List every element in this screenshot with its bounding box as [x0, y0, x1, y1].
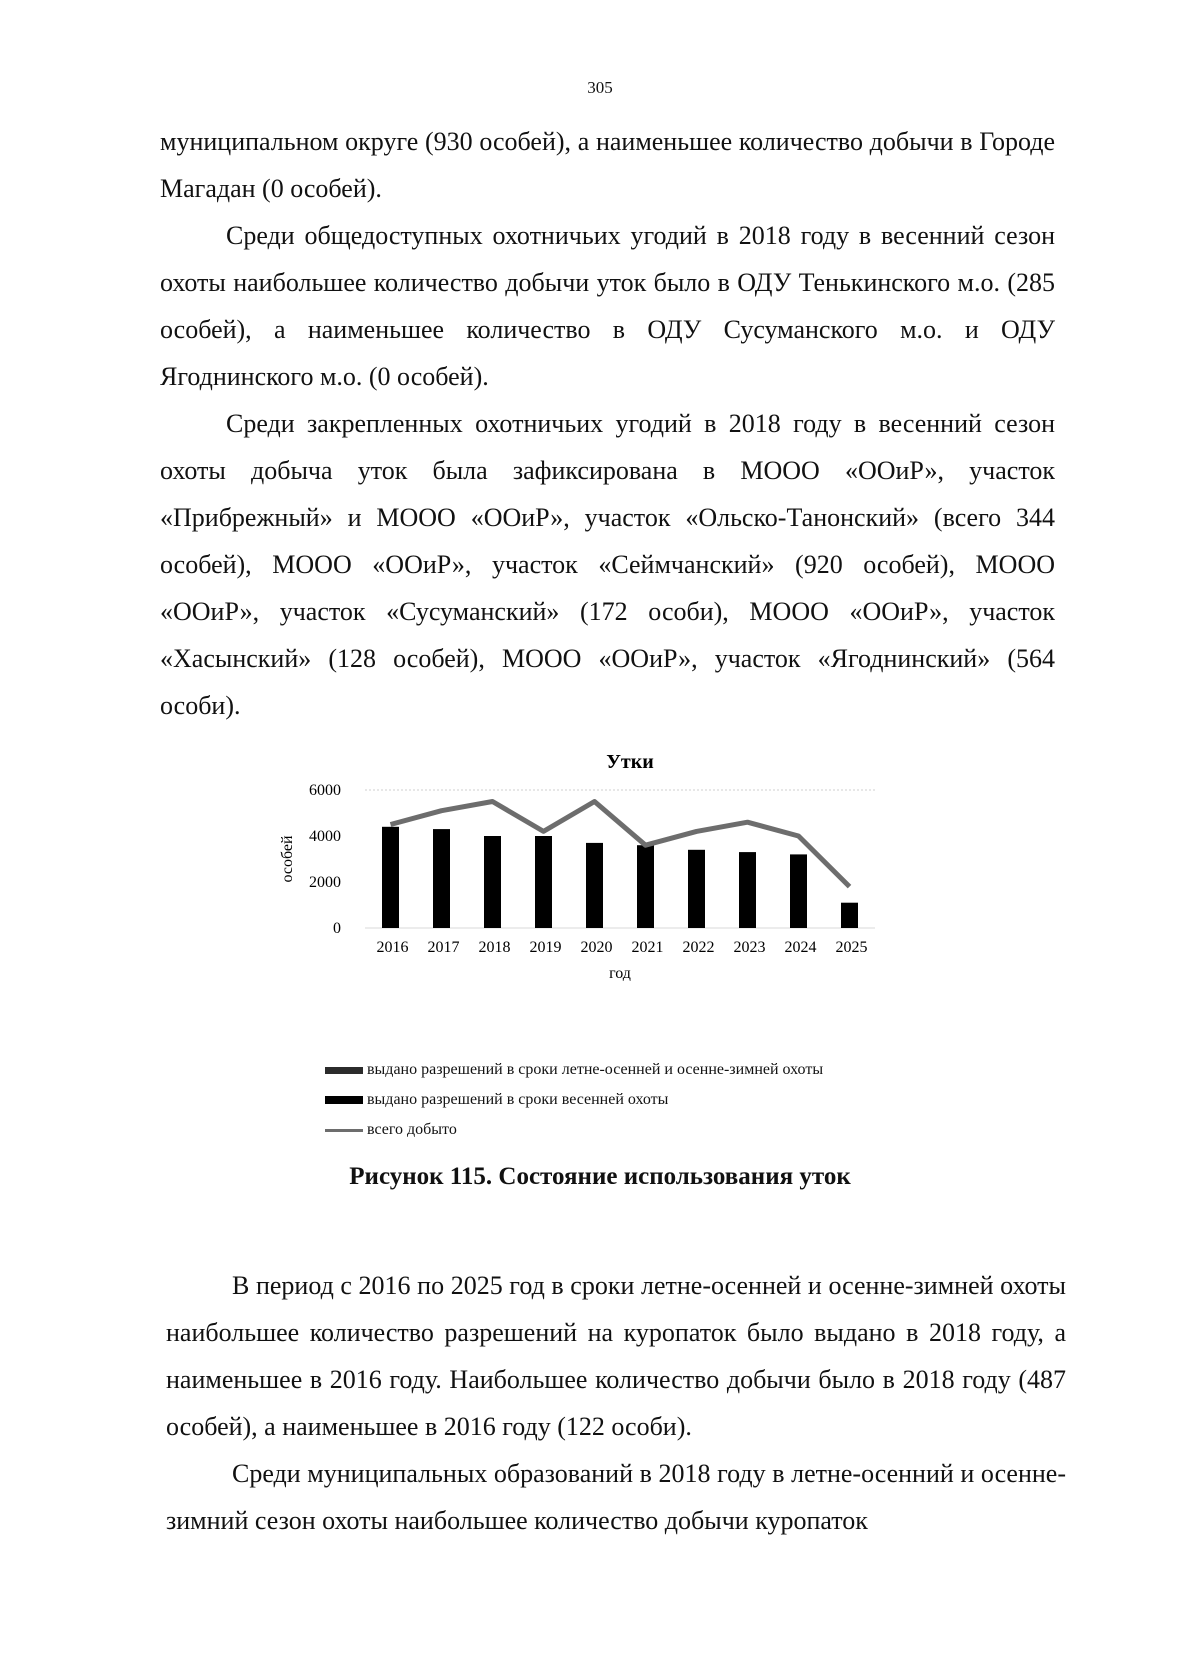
bar — [535, 836, 552, 928]
legend-label: выдано разрешений в сроки летне-осенней и осенне-зимней охоты — [367, 1061, 824, 1078]
page-number: 305 — [587, 78, 613, 97]
legend-swatch — [325, 1129, 363, 1132]
x-tick-label: 2020 — [580, 939, 613, 956]
x-tick-label: 2025 — [835, 939, 868, 956]
x-tick-label: 2024 — [784, 939, 817, 956]
legend-item — [325, 1085, 823, 1115]
x-tick-label: 2016 — [376, 939, 409, 956]
legend-label: выдано разрешений в сроки весенней охоты — [367, 1091, 669, 1108]
line-series-total — [391, 802, 850, 887]
paragraph: Среди общедоступных охотничьих угодий в 2018 году в весенний сезон охоты наибольшее количество добычи уток было в ОДУ Тенькинского м.о. (285 особей), а наименьшее количество в ОДУ Сусуманского м.о. и ОДУ Ягоднинского м.о. (0 особей). — [160, 221, 1055, 391]
bar — [433, 829, 450, 928]
figure-caption: Рисунок 115. Состояние использования уток — [349, 1163, 851, 1190]
bar — [484, 836, 501, 928]
y-tick-label: 4000 — [309, 828, 341, 845]
x-tick-label: 2017 — [427, 939, 460, 956]
y-tick-label: 2000 — [309, 874, 341, 891]
y-tick-label: 6000 — [309, 782, 341, 799]
legend-swatch — [325, 1067, 363, 1074]
paragraph: Среди закрепленных охотничьих угодий в 2018 году в весенний сезон охоты добыча уток была зафиксирована в МООО «ООиР», участок «Прибрежный» и МООО «ООиР», участок «Ольско-Танонский» (всего 344 особей), МООО «ООиР», участок «Сеймчанский» (920 особей), МООО «ООиР», участок «Сусуманский» (172 особи), МООО «ООиР», участок «Хасынский» (128 особей), МООО «ООиР», участок «Ягоднинский» (564 особи). — [160, 409, 1055, 720]
paragraph: В период с 2016 по 2025 год в сроки летне-осенней и осенне-зимней охоты наибольшее количество разрешений на куропаток было выдано в 2018 году, а наименьшее в 2016 году. Наибольшее количество добычи было в 2018 году (487 особей), а наименьшее в 2016 году (122 особи). — [166, 1271, 1066, 1441]
y-tick-label: 0 — [333, 920, 341, 937]
bar — [688, 850, 705, 928]
paragraph: муниципальном округе (930 особей), а наименьшее количество добычи в Городе Магадан (0 особей). — [160, 127, 1055, 203]
bar — [382, 827, 399, 928]
bottom-text — [166, 1262, 1066, 1544]
bar — [790, 854, 807, 928]
top-text — [160, 118, 1055, 729]
bar — [739, 852, 756, 928]
chart — [270, 751, 950, 1170]
bar — [841, 903, 858, 928]
legend-item — [325, 1115, 823, 1145]
legend-item — [325, 1055, 823, 1085]
legend-label: всего добыто — [367, 1121, 457, 1138]
chart-title: Утки — [606, 751, 654, 773]
paragraph: Среди муниципальных образований в 2018 году в летне-осенний и осенне-зимний сезон охоты наибольшее количество добычи куропаток — [166, 1459, 1066, 1535]
chart-legend — [325, 1055, 823, 1145]
x-tick-label: 2023 — [733, 939, 766, 956]
x-axis-label: год — [609, 965, 631, 982]
chart-plot — [270, 751, 950, 1050]
x-tick-label: 2021 — [631, 939, 664, 956]
x-tick-label: 2019 — [529, 939, 562, 956]
legend-swatch — [325, 1096, 363, 1104]
bar — [637, 845, 654, 928]
bar — [586, 843, 603, 928]
x-tick-label: 2018 — [478, 939, 511, 956]
x-tick-label: 2022 — [682, 939, 715, 956]
y-axis-label: особей — [279, 835, 296, 883]
